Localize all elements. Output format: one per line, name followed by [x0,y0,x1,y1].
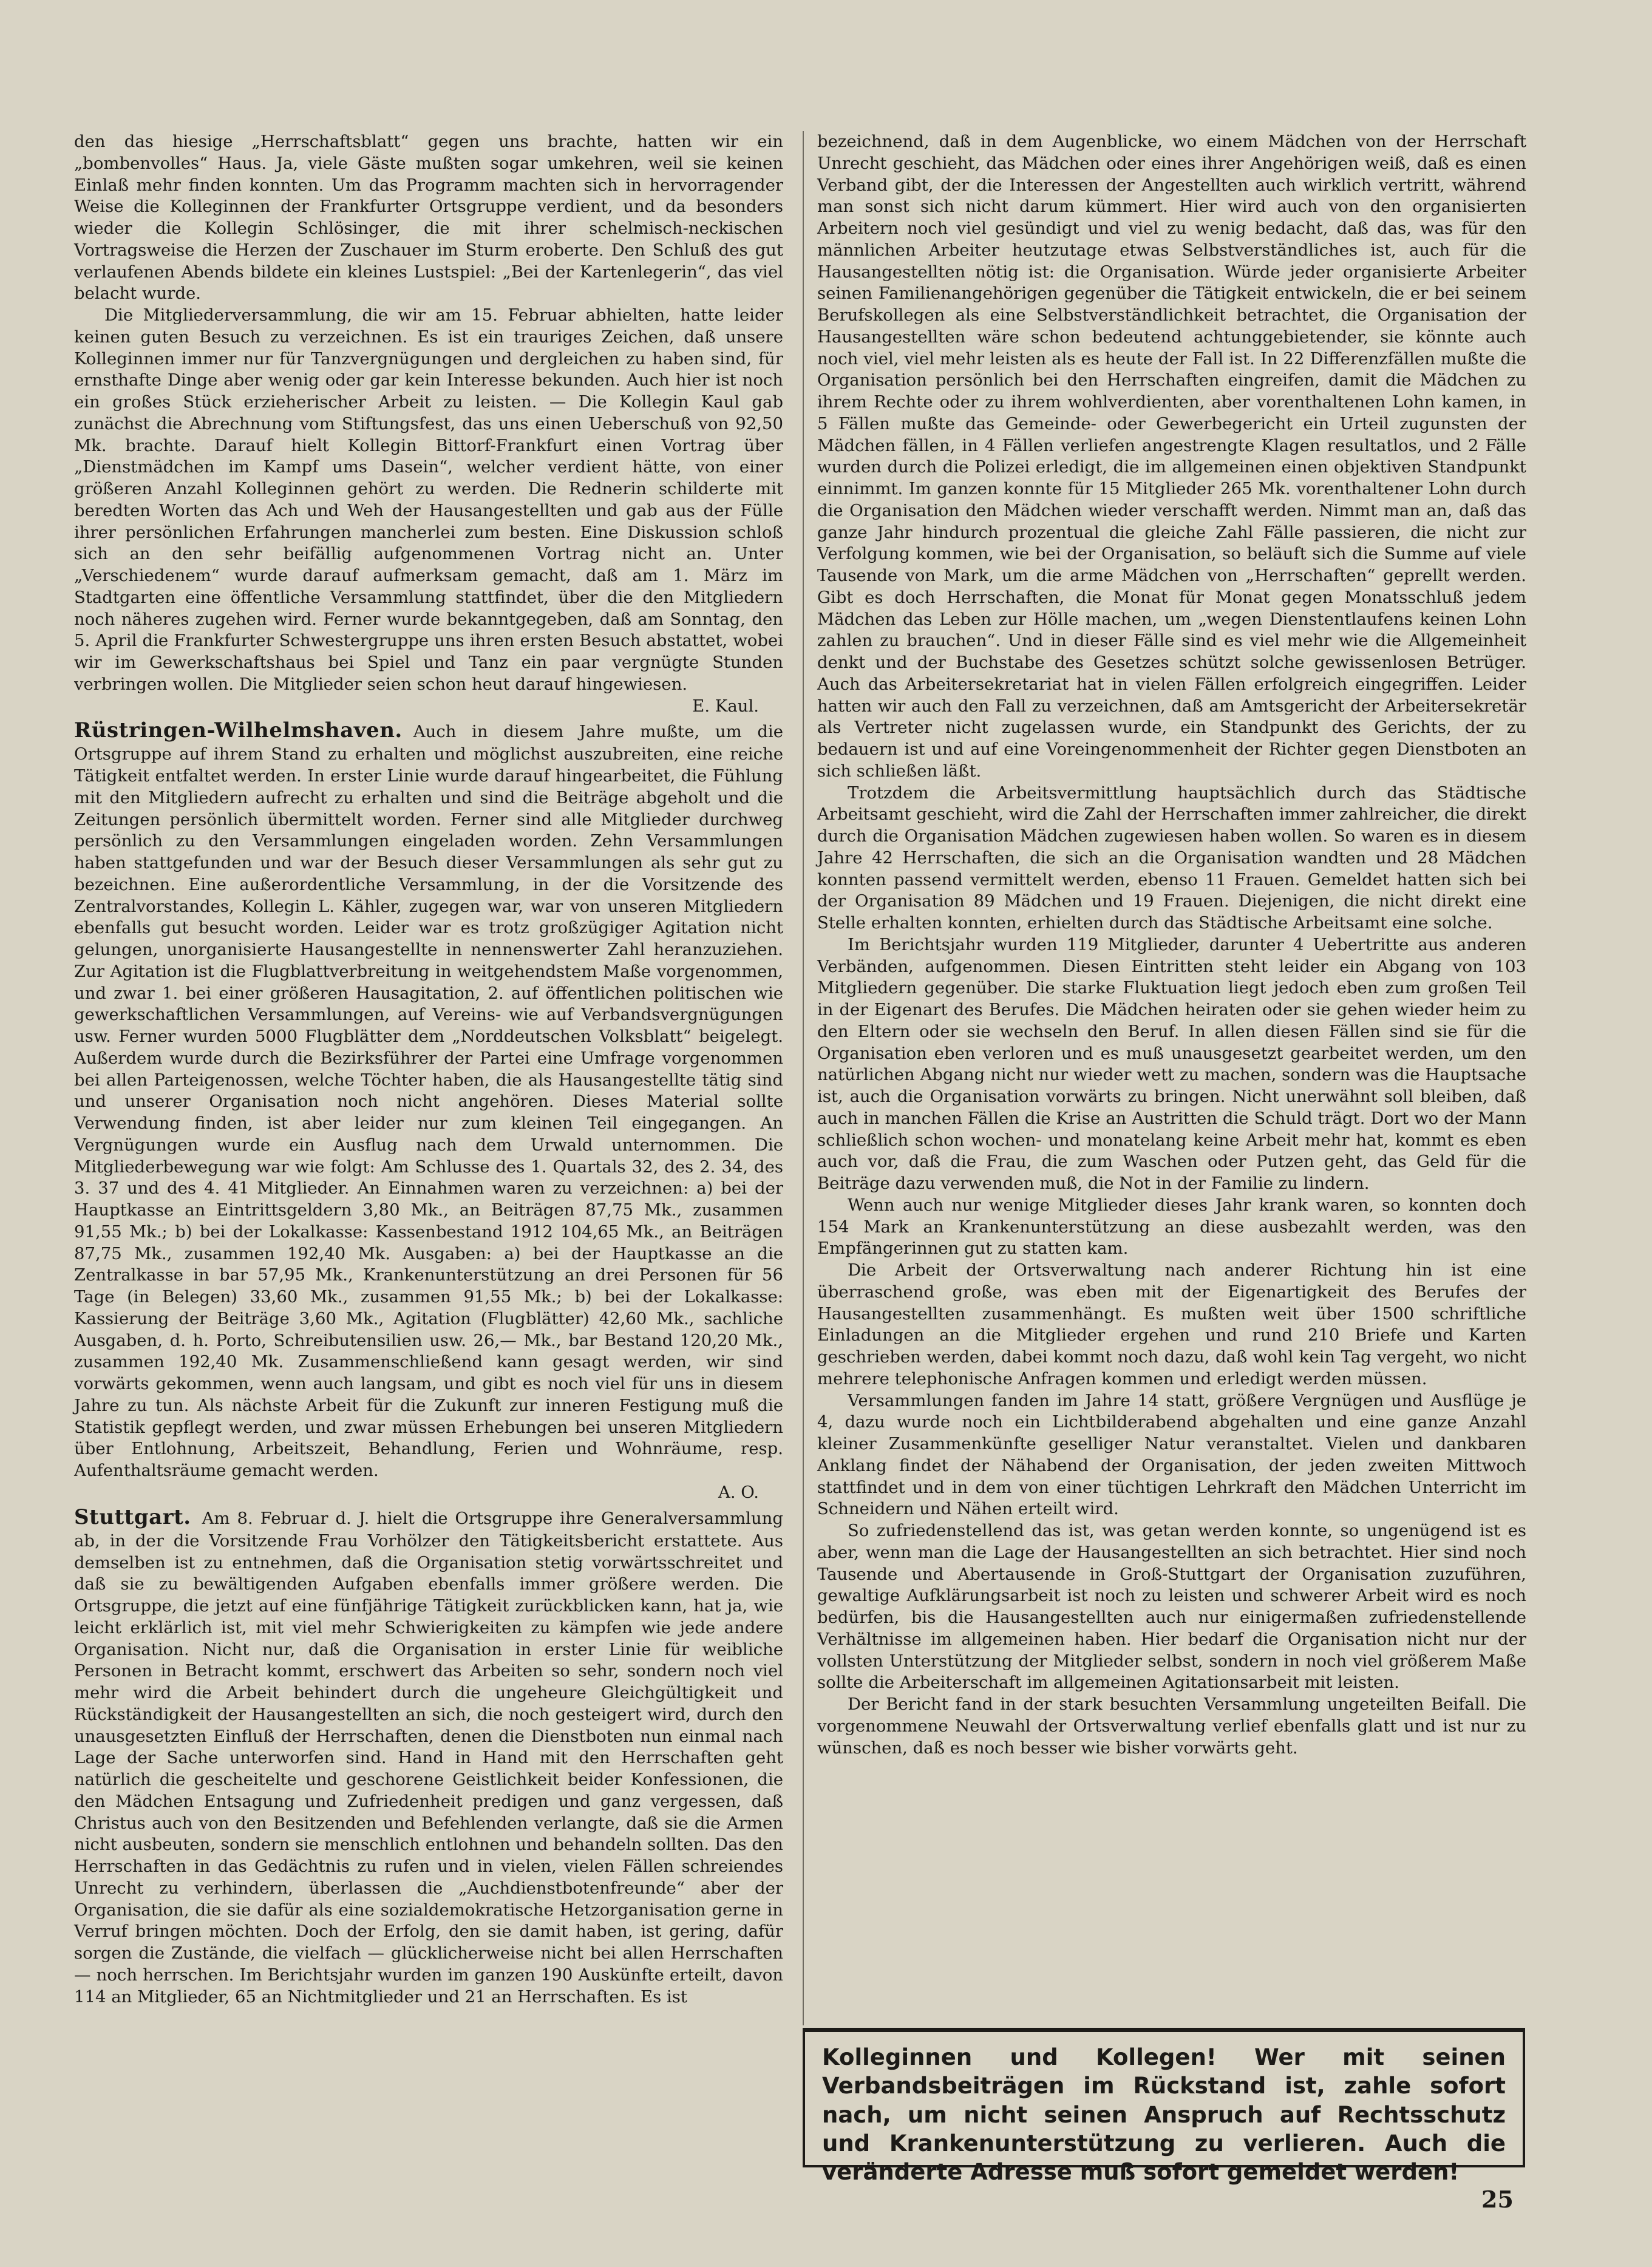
article-text: Am 8. Februar d. J. hielt die Ortsgruppe ihre Generalversammlung ab, in der die Vorsitzende Frau Vorhölzer den Tätigkeitsbericht erstattete. Aus demselben ist zu entnehmen, daß die Organisation stetig vorwärtsschreitet und daß sie zu bewältigenden Aufgaben ebenfalls immer größere werden. Die Ortsgruppe, die jetzt auf eine fünfjährige Tätigkeit zurückblicken kann, hat ja, wie leicht erklärlich ist, mit viel mehr Schwierigkeiten zu kämpfen wie jede andere Organisation. Nicht nur, daß die Organisation in erster Linie für weibliche Personen in Betracht kommt, erschwert das Arbeiten so sehr, sondern noch viel mehr wird die Arbeit behindert durch die ungeheure Gleichgültigkeit und Rückständigkeit der Hausangestellten an sich, die noch gesteigert wird, durch den unausgesetzten Einfluß der Herrschaften, denen die Dienstboten nun einmal nach Lage der Sache unterworfen sind. Hand in Hand mit den Herrschaften geht natürlich die gescheitelte und geschorene Geistlichkeit beider Konfessionen, die den Mädchen Entsagung und Zufriedenheit predigen und ganz vergessen, daß Christus auch von den Besitzenden und Befehlenden verlangte, daß sie die Armen nicht ausbeuten, sondern sie menschlich entlohnen und behandeln sollten. Das den Herrschaften in das Gedächtnis zu rufen und in vielen, vielen Fällen schreiendes Unrecht zu verhindern, überlassen die „Auchdienstbotenfreunde“ aber der Organisation, die sie dafür als eine sozialdemokratische Hetzorganisation gerne in Verruf bringen möchten. Doch der Erfolg, den sie damit haben, ist gering, dafür sorgen die Zustände, die vielfach — glücklicherweise nicht bei allen Herrschaften — noch herrschen. Im Berichtsjahr wurden im ganzen 190 Auskünfte erteilt, davon 114 an Mitglieder, 65 an Nichtmitglieder und 21 an Herrschaften. Es ist [74,1508,783,2007]
article-signature: E. Kaul. [692,696,759,716]
article-paragraph [74,1504,783,2008]
article-paragraph: bezeichnend, daß in dem Augenblicke, wo einem Mädchen von der Herrschaft Unrecht geschieht, das Mädchen oder eines ihrer Angehörigen weiß, daß es einen Verband gibt, der die Interessen der Angestellten auch wirklich vertritt, während man sonst sich nicht darum kümmert. Hier wird auch von den organisierten Arbeitern noch viel gesündigt und viel zu wenig bedacht, daß das, was für den männlichen Arbeiter heutzutage etwas Selbstverständliches ist, auch für die Hausangestellten nötig ist: die Organisation. Würde jeder organisierte Arbeiter seinen Familienangehörigen gegenüber die Tätigkeit entwickeln, die er bei seinem Berufskollegen als eine Selbstverständlichkeit betrachtet, die Organisation der Hausangestellten wäre schon bedeutend achtunggebietender, sie könnte auch noch viel, viel mehr leisten als es heute der Fall ist. In 22 Differenzfällen mußte die Organisation persönlich bei den Herrschaften eingreifen, damit die Mädchen zu ihrem Rechte oder zu ihrem wohlverdienten, aber vorenthaltenen Lohn kamen, in 5 Fällen mußte das Gemeinde- oder Gewerbegericht ein Urteil zugunsten der Mädchen fällen, in 4 Fällen verliefen angestrengte Klagen resultatlos, und 2 Fälle wurden durch die Polizei erledigt, die im allgemeinen einen objektiven Standpunkt einnimmt. Im ganzen konnte für 15 Mitglieder 265 Mk. vorenthaltener Lohn durch die Organisation den Mädchen wieder verschafft werden. Nimmt man an, daß das ganze Jahr hindurch prozentual die gleiche Zahl Fälle passieren, die nicht zur Verfolgung kommen, wie bei der Organisation, so beläuft sich die Summe auf viele Tausende von Mark, um die arme Mädchen von „Herrschaften“ geprellt werden. Gibt es doch Herrschaften, die Monat für Monat gegen Monatsschluß jedem Mädchen das Leben zur Hölle machen, um „wegen Dienstentlaufens keinen Lohn zahlen zu brauchen“. Und in dieser Fälle sind es viel mehr wie die Allgemeinheit denkt und der Buchstabe des Gesetzes schützt solche gewissenlosen Betrüger. Auch das Arbeitersekretariat hat in vielen Fällen erfolgreich eingegriffen. Leider hatten wir auch den Fall zu verzeichnen, daß am Amtsgericht der Arbeitersekretär als Vertreter nicht zugelassen wurde, ein Standpunkt des Gerichts, der zu bedauern ist und auf eine Voreingenommenheit der Richter gegen Dienstboten an sich schließen läßt. [817,132,1526,781]
article-paragraph: Im Berichtsjahr wurden 119 Mitglieder, darunter 4 Uebertritte aus anderen Verbänden, aufgenommen. Diesen Eintritten steht leider ein Abgang von 103 Mitgliedern gegenüber. Die starke Fluktuation liegt jedoch eben zum großen Teil in der Eigenart des Berufes. Die Mädchen heiraten oder sie gehen wieder heim zu den Eltern oder sie wechseln den Beruf. In allen diesen Fällen sind sie für die Organisation eben verloren und es muß unausgesetzt gearbeitet werden, um den natürlichen Abgang nicht nur wieder wett zu machen, sondern was die Hauptsache ist, auch die Organisation vorwärts zu bringen. Nicht unerwähnt soll bleiben, daß auch in manchen Fällen die Krise an Austritten die Schuld trägt. Dort wo der Mann schließlich schon wochen- und monatelang keine Arbeit mehr hat, kommt es eben auch vor, daß die Frau, die zum Waschen oder Putzen geht, das Geld für die Beiträge dazu verwenden muß, die Not in der Familie zu lindern. [817,934,1526,1193]
article-paragraph: Wenn auch nur wenige Mitglieder dieses Jahr krank waren, so konnten doch 154 Mark an Krankenunterstützung an diese ausbezahlt werden, was den Empfängerinnen gut zu statten kam. [817,1195,1526,1259]
article-paragraph: Der Bericht fand in der stark besuchten Versammlung ungeteilten Beifall. Die vorgenommene Neuwahl der Ortsverwaltung verlief ebenfalls glatt und ist nur zu wünschen, daß es noch besser wie bisher vorwärts geht. [817,1694,1526,1758]
article-paragraph: Versammlungen fanden im Jahre 14 statt, größere Vergnügen und Ausflüge je 4, dazu wurde noch ein Lichtbilderabend abgehalten und eine ganze Anzahl kleiner Zusammenkünfte geselliger Natur veranstaltet. Vielen und dankbaren Anklang findet der Nähabend der Organisation, der jeden zweiten Mittwoch stattfindet und in dem von einer tüchtigen Lehrkraft den Mädchen Unterricht im Schneidern und Nähen erteilt wird. [817,1390,1526,1519]
column-divider [803,131,804,2025]
article-paragraph: Die Mitgliederversammlung, die wir am 15. Februar abhielten, hatte leider keinen guten Besuch zu verzeichnen. Es ist ein trauriges Zeichen, daß unsere Kolleginnen immer nur für Tanzvergnügungen und dergleichen zu haben sind, für ernsthafte Dinge aber wenig oder gar kein Interesse bekunden. Auch hier ist noch ein großes Stück erzieherischer Arbeit zu leisten. — Die Kollegin Kaul gab zunächst die Abrechnung vom Stiftungsfest, das uns einen Ueberschuß von 92,50 Mk. brachte. Darauf hielt Kollegin Bittorf-Frankfurt einen Vortrag über „Dienstmädchen im Kampf ums Dasein“, welcher verdient hätte, von einer größeren Anzahl Kolleginnen gehört zu werden. Die Rednerin schilderte mit beredten Worten das Ach und Weh der Hausangestellten und gab aus der Fülle ihrer persönlichen Erfahrungen mancherlei zum besten. Eine Diskussion schloß sich an den sehr beifällig aufgenommenen Vortrag nicht an. Unter „Verschiedenem“ wurde darauf aufmerksam gemacht, daß am 1. März im Stadtgarten eine öffentliche Versammlung stattfindet, über die den Mitgliedern noch näheres zugehen wird. Ferner wurde bekanntgegeben, daß am Sonntag, den 5. April die Frankfurter Schwestergruppe uns ihren ersten Besuch abstattet, wobei wir im Gewerkschaftshaus bei Spiel und Tanz ein paar vergnügte Stunden verbringen wollen. Die Mitglieder seien schon heut darauf hingewiesen. [74,305,783,694]
page-number: 25 [1481,2186,1514,2213]
section-heading-ruestringen: Rüstringen-Wilhelmshaven. [74,718,403,743]
article-paragraph: Die Arbeit der Ortsverwaltung nach anderer Richtung hin ist eine überraschend große, was eben mit der Eigenartigkeit des Berufes der Hausangestellten zusammenhängt. Es mußten weit über 1500 schriftliche Einladungen an die Mitglieder ergehen und rund 210 Briefe und Karten geschrieben werden, dabei kommt noch dazu, daß wohl kein Tag vergeht, wo nicht mehrere telephonische Anfragen kommen und erledigt werden müssen. [817,1260,1526,1388]
article-signature: A. O. [718,1482,759,1502]
left-column [74,131,783,2008]
article-paragraph: So zufriedenstellend das ist, was getan werden konnte, so ungenügend ist es aber, wenn man die Lage der Hausangestellten an sich betrachtet. Hier sind noch Tausende und Abertausende in Groß-Stuttgart der Organisation zuzuführen, gewaltige Aufklärungsarbeit ist noch zu leisten und schwerer Arbeit wird es noch bedürfen, bis die Hausangestellten auch nur einigermaßen zufriedenstellende Verhältnisse im allgemeinen haben. Hier bedarf die Organisation nicht nur der vollsten Unterstützung der Mitglieder selbst, sondern in noch viel größerem Maße sollte die Arbeiterschaft im allgemeinen Agitationsarbeit mit leisten. [817,1521,1526,1693]
article-paragraph: den das hiesige „Herrschaftsblatt“ gegen uns brachte, hatten wir ein „bombenvolles“ Haus. Ja, viele Gäste mußten sogar umkehren, weil sie keinen Einlaß mehr finden konnten. Um das Programm machten sich in hervorragender Weise die Kolleginnen der Frankfurter Ortsgruppe verdient, und da besonders wieder die Kollegin Schlösinger, die mit ihrer schelmisch-neckischen Vortragsweise die Herzen der Zuschauer im Sturm eroberte. Den Schluß des gut verlaufenen Abends bildete ein kleines Lustspiel: „Bei der Kartenlegerin“, das viel belacht wurde. [74,132,783,304]
article-paragraph: Trotzdem die Arbeitsvermittlung hauptsächlich durch das Städtische Arbeitsamt geschieht, wird die Zahl der Herrschaften immer zahlreicher, die direkt durch die Organisation Mädchen zugewiesen haben wollen. So waren es in diesem Jahre 42 Herrschaften, die sich an die Organisation wandten und 28 Mädchen konnten passend vermittelt werden, ebenso 11 Frauen. Gemeldet hatten sich bei der Organisation 89 Mädchen und 19 Frauen. Diejenigen, die nicht direkt eine Stelle erhalten konnten, erhielten durch das Städtische Arbeitsamt eine solche. [817,783,1526,933]
right-column [817,131,1526,1759]
article-text: Auch in diesem Jahre mußte, um die Ortsgruppe auf ihrem Stand zu erhalten und möglichst auszubreiten, eine reiche Tätigkeit entfaltet werden. In erster Linie wurde darauf hingearbeitet, die Fühlung mit den Mitgliedern aufrecht zu erhalten und sind die Beiträge abgeholt und die Zeitungen persönlich übermittelt worden. Ferner sind alle Mitglieder durchweg persönlich zu den Versammlungen eingeladen worden. Zehn Versammlungen haben stattgefunden und war der Besuch dieser Versammlungen als sehr gut zu bezeichnen. Eine außerordentliche Versammlung, in der die Vorsitzende des Zentralvorstandes, Kollegin L. Kähler, zugegen war, war von unseren Mitgliedern ebenfalls gut besucht worden. Leider war es trotz großzügiger Agitation nicht gelungen, unorganisierte Hausangestellte in nennenswerter Zahl heranzuziehen. Zur Agitation ist die Flugblattverbreitung in weitgehendstem Maße vorgenommen, und zwar 1. bei einer größeren Hausagitation, 2. auf öffentlichen politischen wie gewerkschaftlichen Versammlungen, auf Vereins- wie auf Verbandsvergnügungen usw. Ferner wurden 5000 Flugblätter dem „Norddeutschen Volksblatt“ beigelegt. Außerdem wurde durch die Bezirksführer der Partei eine Umfrage vorgenommen bei allen Parteigenossen, welche Töchter haben, die als Hausangestellte tätig sind und unserer Organisation noch nicht angehören. Dieses Material sollte Verwendung finden, ist aber leider nur zum kleinen Teil eingegangen. An Vergnügungen wurde ein Ausflug nach dem Urwald unternommen. Die Mitgliederbewegung war wie folgt: Am Schlusse des 1. Quartals 32, des 2. 34, des 3. 37 und des 4. 41 Mitglieder. An Einnahmen waren zu verzeichnen: a) bei der Hauptkasse an Eintrittsgeldern 3,80 Mk., an Beiträgen 87,75 Mk., zusammen 91,55 Mk.; b) bei der Lokalkasse: Kassenbestand 1912 104,65 Mk., an Beiträgen 87,75 Mk., zusammen 192,40 Mk. Ausgaben: a) bei der Hauptkasse an die Zentralkasse in bar 57,95 Mk., Krankenunterstützung an drei Personen für 56 Tage (in Belegen) 33,60 Mk., zusammen 91,55 Mk.; b) bei der Lokalkasse: Kassierung der Beiträge 3,60 Mk., Agitation (Flugblätter) 42,60 Mk., sachliche Ausgaben, d. h. Porto, Schreibutensilien usw. 26,— Mk., bar Bestand 120,20 Mk., zusammen 192,40 Mk. Zusammenschließend kann gesagt werden, wir sind vorwärts gekommen, wenn auch langsam, und gibt es noch viel für uns in diesem Jahre zu tun. Als nächste Arbeit für die Zukunft zur inneren Festigung muß die Statistik gepflegt werden, und zwar müssen Erhebungen bei unseren Mitgliedern über Entlohnung, Arbeitszeit, Behandlung, Ferien und Wohnräume, resp. Aufenthaltsräume gemacht werden. [74,722,783,1481]
article-paragraph [74,717,783,1482]
notice-text: Kolleginnen und Kollegen! Wer mit seinen Verbandsbeiträgen im Rückstand ist, zahle sofort nach, um nicht seinen Anspruch auf Rechtsschutz und Krankenunterstützung zu verlieren. Auch die veränderte Adresse muß sofort gemeldet werden! [822,2044,1506,2186]
section-heading-stuttgart: Stuttgart. [74,1504,191,1529]
membership-notice-box [803,2028,1525,2186]
